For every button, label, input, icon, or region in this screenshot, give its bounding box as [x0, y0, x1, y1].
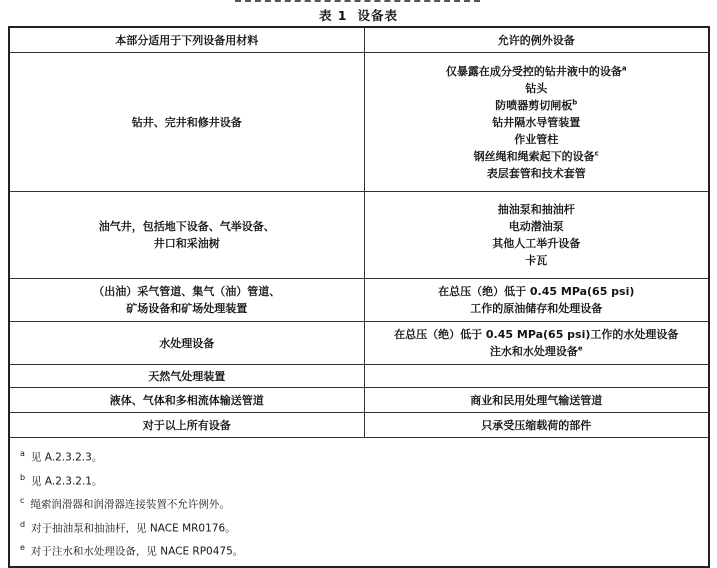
- exception-item: 电动潜油泵: [508, 220, 564, 233]
- table-row: [9, 192, 709, 279]
- exceptions-cell: 只承受压缩载荷的部件: [364, 413, 709, 438]
- exception-item: 钢丝绳和绳索起下的设备$^c$: [473, 148, 599, 163]
- exceptions-cell: [364, 192, 709, 279]
- exception-item: 表层套管和技术套管: [486, 166, 586, 180]
- table-note: $^e$ 对于注水和水处理设备，见 NACE RP0475。: [20, 543, 244, 558]
- exception-item: 钻井隔水导管装置: [492, 115, 581, 129]
- exception-item: 工作的原油储存和处理设备: [470, 302, 603, 315]
- table-row: [9, 322, 709, 365]
- exceptions-cell: 商业和民用处理气输送管道: [364, 388, 709, 413]
- exception-item: 钻头: [525, 81, 548, 95]
- equipment-cell: 钻井、完井和修井设备: [9, 53, 364, 192]
- exception-item: 在总压（绝）低于 0.45 MPa(65 psi): [438, 285, 635, 298]
- equipment-cell: 天然气处理装置: [9, 365, 364, 388]
- equipment-cell: 液体、气体和多相流体输送管道: [9, 388, 364, 413]
- exceptions-cell-empty: [364, 365, 709, 388]
- exception-item: 防喷器剪切闸板$^b$: [495, 97, 578, 112]
- table-row: [9, 413, 709, 438]
- table-notes: [9, 438, 709, 567]
- footnote-ref: b: [572, 97, 578, 106]
- table-caption: [0, 6, 717, 24]
- exception-item: 作业管柱: [514, 132, 559, 146]
- exception-item: 在总压（绝）低于 0.45 MPa(65 psi)工作的水处理设备: [394, 328, 679, 341]
- exception-item: 卡瓦: [525, 254, 548, 267]
- equipment-cell: （出油）采气管道、集气（油）管道、 矿场设备和矿场处理装置: [9, 279, 364, 322]
- header-applicable-equipment: 本部分适用于下列设备用材料: [9, 27, 364, 53]
- exception-item: 仅暴露在成分受控的钻井液中的设备$^a$: [445, 63, 627, 78]
- exceptions-cell: [364, 322, 709, 365]
- table-title: 设备表: [357, 8, 399, 23]
- table-header-row: [9, 27, 709, 53]
- exceptions-cell: [364, 53, 709, 192]
- table-row: [9, 365, 709, 388]
- table-note: $^b$ 见 A.2.3.2.1。: [20, 472, 103, 487]
- footnote-ref: c: [594, 148, 599, 157]
- notes-row: [9, 438, 709, 567]
- equipment-cell: 水处理设备: [9, 322, 364, 365]
- exception-item: 其他人工举升设备: [492, 237, 581, 250]
- equipment-cell: 对于以上所有设备: [9, 413, 364, 438]
- table-number: 表 1: [318, 8, 348, 23]
- header-exceptions: 允许的例外设备: [364, 27, 709, 53]
- table-row: [9, 53, 709, 192]
- equipment-cell: 油气井，包括地下设备、气举设备、 井口和采油树: [9, 192, 364, 279]
- table-note: $^d$ 对于抽油泵和抽油杆，见 NACE MR0176。: [20, 519, 236, 534]
- footnote-ref: a: [621, 63, 627, 72]
- table-row: [9, 279, 709, 322]
- table-note: $^a$ 见 A.2.3.2.3。: [20, 449, 103, 464]
- table-row: [9, 388, 709, 413]
- exception-item: 抽油泵和抽油杆: [497, 203, 575, 216]
- cropped-heading-remnant: [235, 0, 480, 5]
- equipment-table: [8, 26, 710, 568]
- footnote-ref: e: [577, 344, 583, 353]
- exceptions-cell: [364, 279, 709, 322]
- exception-item: 注水和水处理设备$^e$: [489, 344, 583, 358]
- table-note: $^c$ 绳索润滑器和润滑器连接装置不允许例外。: [20, 496, 230, 511]
